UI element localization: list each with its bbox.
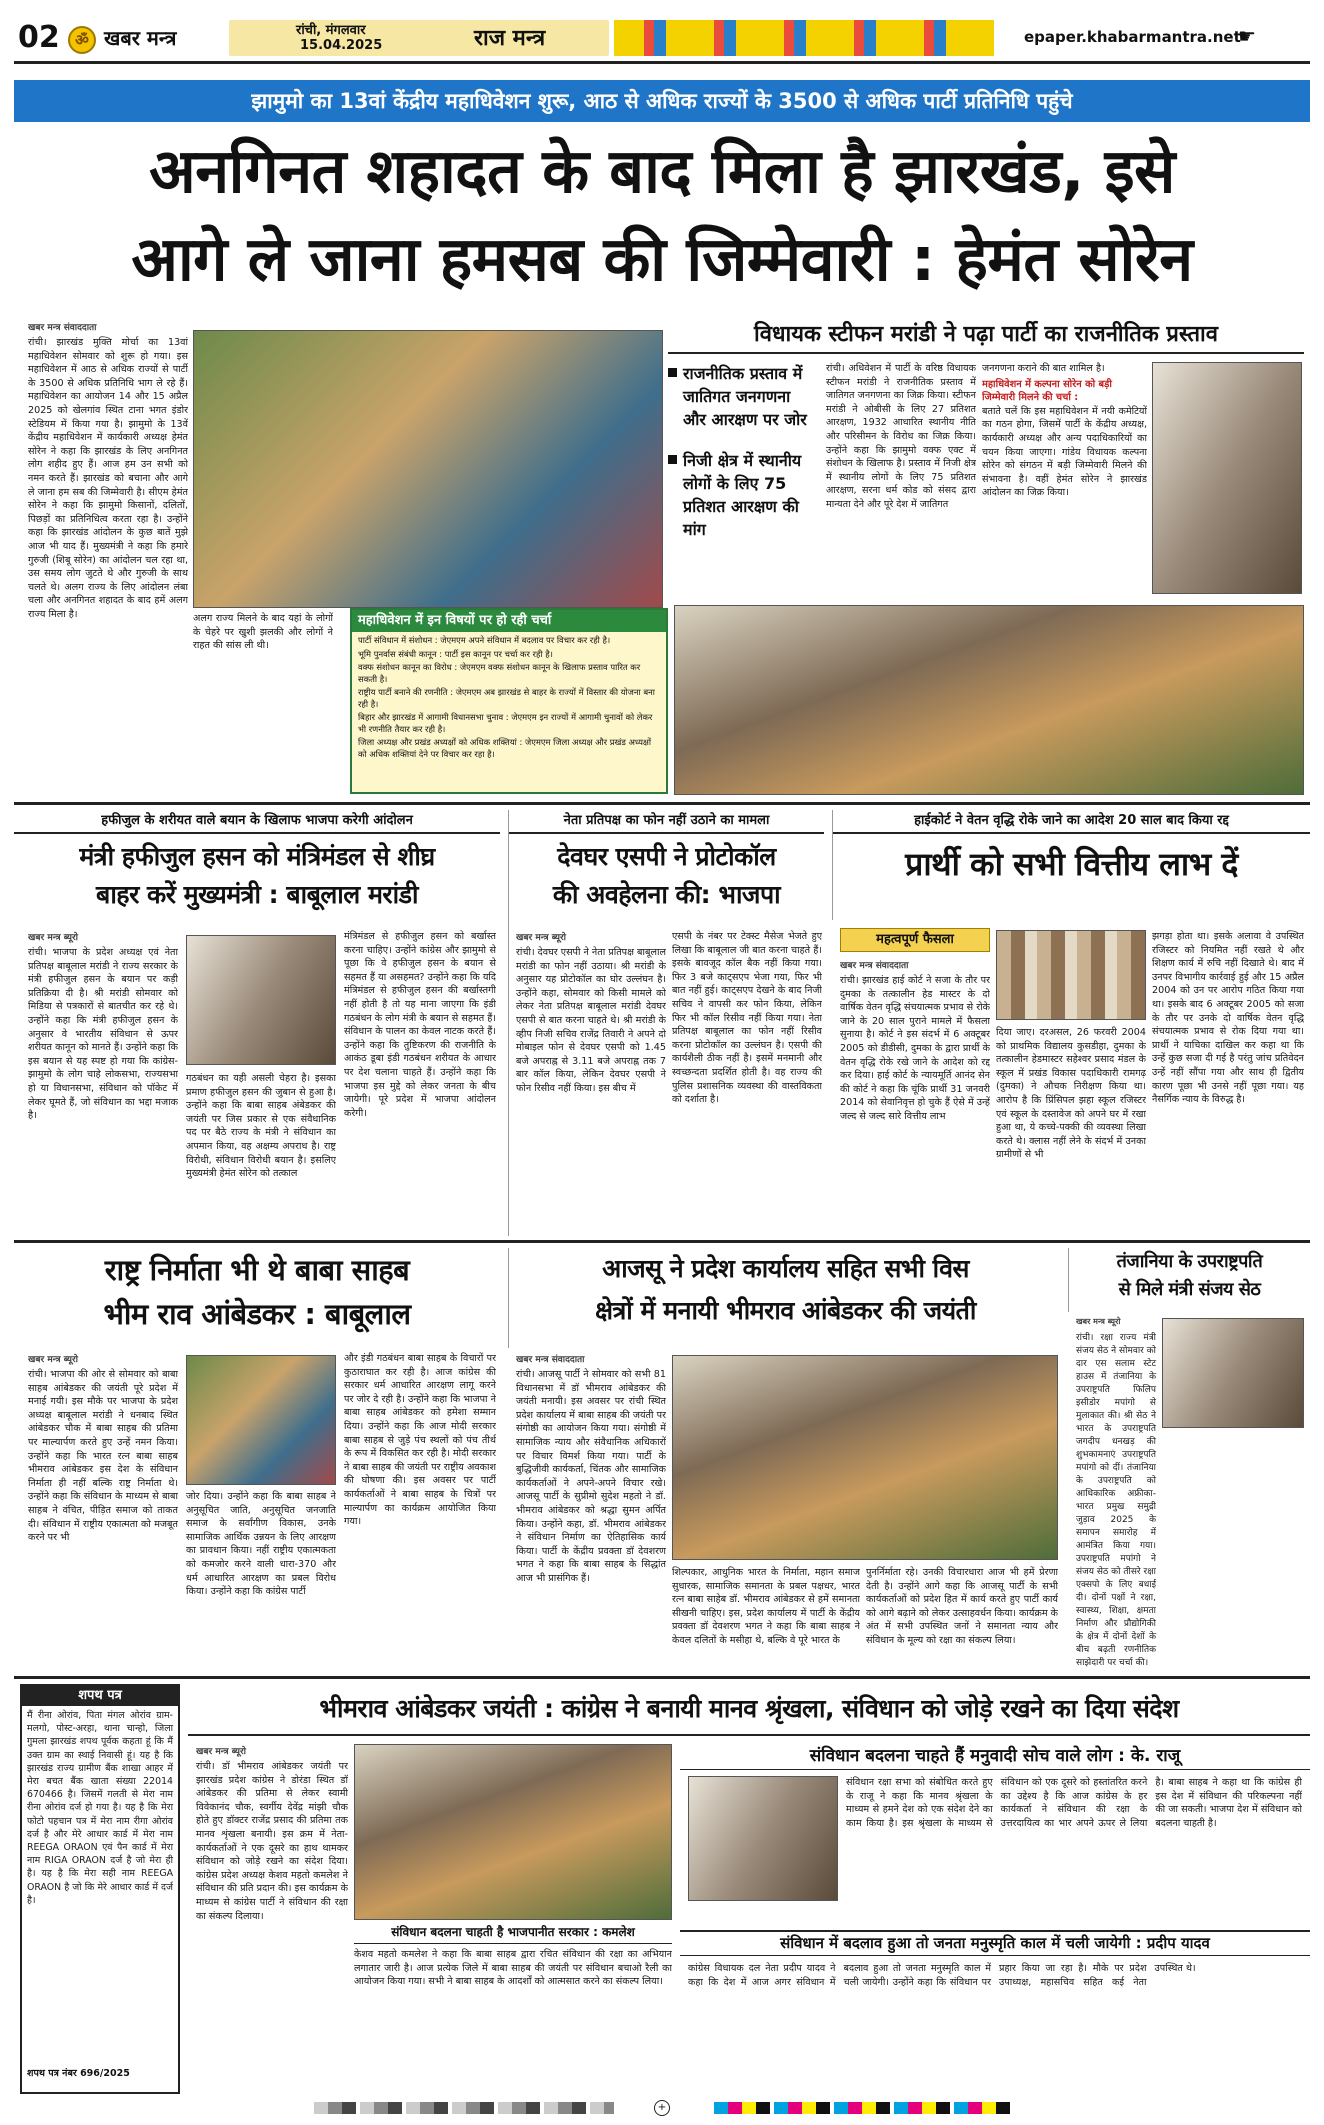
story-headline-line-1: आजसू ने प्रदेश कार्यालय सहित सभी विस	[602, 1254, 969, 1283]
topic-item: जिला अध्यक्ष और प्रखंड अध्यक्षों को अधिक शक्तियां : जेएमएम जिला अध्यक्ष और प्रखंड अध्यक्षों को अधिक शक्तियां देने पर विचार कर रहा है।	[358, 737, 652, 759]
highcourt-photo	[996, 930, 1146, 1020]
hafizul-col-3: मंत्रिमंडल से हफीजुल हसन को बर्खास्त करना चाहिए। उन्होंने कांग्रेस और झामुमो से पूछा कि वे हफीजुल हसन के बयान से सहमत हैं या असहमत? उन्होंने कहा कि यदि मंत्रिमंडल से हफीजुल हसन की बर्खास्तगी नहीं होती है तो यह माना जाएगा कि इंडी गठबंधन के लोग मंत्री के बयान से सहमत हैं। संविधान के पालन का केवल नाटक करते हैं। उन्होंने कहा कि तुष्टिकरण की राजनीति के आकंठ डूबा इंडी गठबंधन शरीयत के आधार पर देश चलाना चाहते हैं। उन्होंने कहा कि भाजपा इस मुद्दे को लेकर जनता के बीच जायेगी। पूरे प्रदेश में भाजपा आंदोलन करेगी।	[344, 931, 496, 1119]
story-headline-line-1: तंजानिया के उपराष्ट्रपति	[1116, 1251, 1263, 1272]
story-headline-line-2: की अवहेलना की: भाजपा	[552, 880, 781, 909]
topic-item: बिहार और झारखंड में आगामी विधानसभा चुनाव : जेएमएम इन राज्यों में आगामी चुनावों को लेकर भी रणनीति तैयार कर रही है।	[358, 712, 653, 734]
story-sanjay-seth	[1068, 1248, 1310, 1312]
masthead	[14, 14, 1310, 64]
story-raju: संविधान बदलना चाहते हैं मनुवादी सोच वाले लोग : के. राजू	[680, 1744, 1310, 1770]
story-headline-line-2: से मिले मंत्री संजय सेठ	[1118, 1279, 1261, 1300]
hafizul-col-1: खबर मन्त्र ब्यूरो रांची। भाजपा के प्रदेश अध्यक्ष एवं नेता प्रतिपक्ष बाबूलाल मरांडी ने राज्य सरकार के मंत्री हफीजुल हसन के बयान पर कड़ी प्रतिक्रिया दी है। श्री मरांडी सोमवार को मिडिया से पत्रकारों से बातचीत कर रहे थे। उन्होंने कहा कि मंत्री हफीजुल हसन के अनुसार वे भारतीय संविधान से ऊपर शरीयत कानून को मानते हैं। उन्होंने कहा कि इस बयान से यह स्पष्ट हो गया कि कांग्रेस-झामुमो के लोग चाहे लोकसभा, राज्यसभा हो या विधानसभा, संविधान को पॉकेट में लेकर घूमते हैं, जो संविधान का भद्दा मजाक है।	[28, 933, 178, 1122]
masthead-stripe	[614, 20, 994, 56]
affidavit-body: मैं रीना ओरांव, पिता मंगल ओरांव ग्राम- मलगो, पोस्ट-अरहा, थाना चान्हो, जिला गुमला झारखंड शपथ पूर्वक कहता हूं कि मैं उक्त ग्राम का स्थाई निवासी हूं। यह है कि झारखंड राज्य ग्रामीण बैंक शाखा आहर में मेरा बचत बैंक खाता संख्या 22014 670466 है। जिसमें गलती से मेरा नाम रीना ओरांव दर्ज हो गया है। यह है कि मेरा फोटो पहचान पत्र में मेरा नाम रीगा ओरांव दर्ज है और मेरे आधार कार्ड में मेरा नाम REEGA ORAON एवं पैन कार्ड में मेरा नाम RIGA ORAON दर्ज है जो मेरा ही है। यह है कि मेरा सही नाम REEGA ORAON है जो कि मेरे आधार कार्ड में दर्ज है।	[27, 1710, 173, 1906]
resolution-heading: विधायक स्टीफन मरांडी ने पढ़ा पार्टी का राजनीतिक प्रस्ताव	[668, 318, 1304, 354]
ambedkar-bjp-col-3: और इंडी गठबंधन बाबा साहब के विचारों पर कुठाराघात कर रही है। आज कांग्रेस की सरकार धर्म आधारित आरक्षण लागू करने पर जोर दे रही है। उन्होंने कहा कि भाजपा ने बाबा साहब आंबेडकर को हमेशा सम्मान दिया। उन्होंने कहा कि आज मोदी सरकार बाबा साहब से जुड़े पंच स्थलों को पंच तीर्थ के रूप में विकसित कर रही है। मोदी सरकार ने बाबा साहब की जयंती पर राष्ट्रीय अवकाश की घोषणा की। इस अवसर पर पार्टी कार्यकर्ताओं ने बाबा साहब के चित्रों पर माल्यार्पण का कार्यक्रम आयोजित किया गया।	[344, 1353, 496, 1528]
hafizul-col-2: गठबंधन का यही असली चेहरा है। इसका प्रमाण हफीजुल हसन की जुबान से हुआ है। उन्होंने कहा कि बाबा साहब अंबेडकर की जयंती पर जिस प्रकार से एक संवैधानिक पद पर बैठे राज्य के मंत्री ने संविधान का अपमान किया, वह अक्षम्य अपराध है। राष्ट्र विरोधी, संविधान विरोधी बयान है। इसलिए मुख्यमंत्री हेमंत सोरेन को तत्काल	[186, 1073, 336, 1180]
ambedkar-bjp-photo	[186, 1355, 336, 1485]
congress-banner: भीमराव आंबेडकर जयंती : कांग्रेस ने बनायी मानव श्रृंखला, संविधान को जोड़े रखने का दिया संदेश	[188, 1684, 1310, 1736]
human-chain-photo	[354, 1744, 672, 1920]
resolution-body-2: जनगणना कराने की बात शामिल है। महाधिवेशन में कल्पना सोरेन को बड़ी जिम्मेवारी मिलने की चर्चा : बताते चलें कि इस महाधिवेशन में नयी कमेटियों का गठन होगा, जिसमें पार्टी के केंद्रीय अध्यक्ष, कार्यकारी अध्यक्ष और अन्य पदाधिकारियों का चयन किया जाएगा। गांडेय विधायक कल्पना सोरेन को संगठन में बड़ी जिम्मेवारी मिलने की संभावना है। वहीं हेमंत सोरेन ने झारखंड आंदोलन का जिक्र किया।	[982, 363, 1147, 499]
resolution-body: रांची। अधिवेशन में पार्टी के वरिष्ठ विधायक स्टीफन मरांडी ने राजनीतिक प्रस्ताव में जातिगत जनगणना का जिक्र किया। स्टीफन मरांडी ने ओबीसी के लिए 27 प्रतिशत आरक्षण, 1932 आधारित स्थानीय नीति और परिसीमन के विरोध का जिक्र किया। उन्होंने कहा कि झामुमो वक्फ एक्ट में संशोधन के खिलाफ है। प्रस्ताव में निजी क्षेत्र में स्थानीय लोगों के लिए 75 प्रतिशत आरक्षण, सरना धर्म कोड को संसद द्वारा मान्यता देने और पूरे देश में जातिगत	[826, 363, 976, 510]
affidavit-box	[20, 1684, 180, 2094]
story-headline-line-2: बाहर करें मुख्यमंत्री : बाबूलाल मरांडी	[96, 880, 418, 909]
highcourt-col-2: दिया जाए। दरअसल, 26 फरवरी 2004 को प्राथमिक विद्यालय कुसडीहा, दुमका के तत्कालीन हेडमास्टर सहेश्वर प्रसाद मंडल के स्कूल में प्रखंड विकास पदाधिकारी रामगढ़ (दुमका) ने औचक निरीक्षण किया था। आरोप है कि प्रिंसिपल झहा स्कूल रजिस्टर एवं स्कूल के दस्तावेज को अपने घर में रखा हुआ था, ये कच्चे-पक्की की व्यवस्था लिखा करते थे। क्लास नहीं लेने के संदर्भ में उनका ग्रामीणों से भी	[996, 1027, 1146, 1161]
raju-col: संविधान रक्षा सभा को संबोधित करते हुए के राजू ने कहा कि मानव श्रृंखला के माध्यम से हमने देश को एक संदेश देने का काम किया है। इस श्रृंखला के माध्यम से संविधान को एक दूसरे को हस्तांतरित करने का उद्देश्य है कि आज कांग्रेस के हर कार्यकर्ता ने संविधान की रक्षा के उत्तरदायित्व का भार अपने ऊपर ले लिया है। बाबा साहब ने कहा था कि कांग्रेस ही इस देश में संविधान की परिकल्पना नहीं की जा सकती। भाजपा देश में संविधान को बदलना चाहती है।	[846, 1777, 1302, 1829]
lead-body-2: अलग राज्य मिलने के बाद यहां के लोगों के चेहरे पर खुशी झलकी और लोगों ने राहत की सांस ली थी।	[193, 613, 333, 652]
topics-title: महाधिवेशन में इन विषयों पर हो रही चर्चा	[352, 610, 666, 632]
deoghar-col-2: एसपी के नंबर पर टेक्स्ट मैसेज भेजते हुए लिखा कि बाबूलाल जी बात करना चाहते हैं। इसके बावजूद कॉल बैक नहीं किया गया। फिर 3 बजे काट्सएप भेजा गया, फिर भी बात नहीं हुई। काट्सएप देखने के बाद निजी सचिव ने वापसी कर फोन किया, लेकिन फिर भी कॉल रिसीव नहीं किया गया। नेता प्रतिपक्ष बाबूलाल का फोन नहीं रिसीव करना प्रोटोकॉल का उल्लंघन है। एसपी की कार्यशैली ठीक नहीं है। इसमें मनमानी और स्वच्छन्दता प्रदर्शित होती है। वह राज्य की पुलिस प्रशासनिक व्यवस्था की वास्तविकता को दर्शाता है।	[672, 931, 822, 1106]
lead-column-1	[28, 320, 188, 790]
story-kicker: हफीजुल के शरीयत वाले बयान के खिलाफ भाजपा करेगी आंदोलन	[14, 810, 500, 834]
affidavit-title: शपथ पत्र	[22, 1686, 178, 1706]
ajsu-photo	[672, 1355, 1058, 1560]
story-kicker: नेता प्रतिपक्ष का फोन नहीं उठाने का मामला	[509, 810, 824, 834]
highcourt-col-1: खबर मन्त्र संवाददाता रांची। झारखंड हाई कोर्ट ने सजा के तौर पर दुमका के तत्कालीन हेड मास्टर के दो वार्षिक वेतन वृद्धि संचयात्मक प्रभाव से रोके जाने के 20 साल पुराने मामले में फैसला सुनाया है। कोर्ट ने इस संदर्भ में 6 अक्टूबर 2005 को डीडीसी, दुमका के द्वारा प्रार्थी के वेतन वृद्धि रोके रखे जाने के आदेश को रद्द कर दिया। हाई कोर्ट के न्यायमूर्ति आनंद सेन की कोर्ट ने कहा कि चूंकि प्रार्थी 31 जनवरी 2014 को सेवानिवृत्त हो चुके हैं ऐसे में उन्हें जल्द से जल्द सारे वित्तीय लाभ	[840, 961, 990, 1122]
topic-item: भूमि पुनर्वास संबंधी कानून : पार्टी इस कानून पर चर्चा कर रही है।	[358, 648, 553, 659]
topics-box	[350, 608, 668, 794]
story-pradeep: संविधान में बदलाव हुआ तो जनता मनुस्मृति काल में चली जायेगी : प्रदीप यादव	[680, 1930, 1310, 1956]
congress-col-1: खबर मन्त्र ब्यूरो रांची। डॉ भीमराव आंबेडकर जयंती पर झारखंड प्रदेश कांग्रेस ने डोरंडा स्थित डॉ आंबेडकर की प्रतिमा से लेकर स्वामी विवेकानंद चौक, स्वर्गीय देवेंद्र मांझी चौक होते हुए डॉक्टर राजेंद्र प्रसाद की प्रतिमा तक मानव शृंखला बनायी। इस क्रम में नेता-कार्यकर्ताओं ने एक दूसरे का हाथ थामकर संविधान को जोड़े रखने का संदेश दिया। कांग्रेस प्रदेश अध्यक्ष केशव महतो कमलेश ने संविधान की प्रति प्रदान की। इस कार्यक्रम के माध्यम से कांग्रेस पार्टी ने संविधान की रक्षा का संकल्प दिलाया।	[196, 1747, 348, 1922]
pointer-icon: ☛	[1238, 24, 1256, 48]
masthead-bar	[229, 20, 609, 56]
important-decision-tag: महत्वपूर्ण फैसला	[840, 928, 990, 952]
square-bullet-icon	[668, 455, 677, 464]
story-kicker: हाईकोर्ट ने वेतन वृद्धि रोके जाने का आदेश 20 साल बाद किया रद्द	[833, 810, 1310, 834]
ajsu-col-2: शिल्पकार, आधुनिक भारत के निर्माता, महान समाज सुधारक, सामाजिक समानता के प्रबल पक्षधर, भारत रत्न बाबा साहेब डॉ. भीमराव आंबेडकर से हमें समानता सीखनी चाहिए। इस, प्रदेश कार्यालय में पार्टी के केंद्रीय प्रवक्ता डॉ देवशरण भगत ने कहा कि बाबा साहब ने केवल दलितों के मसीहा थे, बल्कि वे पूरे भारत के	[672, 1567, 860, 1646]
brand-name: खबर मन्त्र	[104, 26, 177, 50]
deoghar-col-1: खबर मन्त्र ब्यूरो रांची। देवघर एसपी ने नेता प्रतिपक्ष बाबूलाल मरांडी का फोन नहीं उठाया। श्री मरांडी के अनुसार यह प्रोटोकॉल का घोर उल्लंघन है। उन्होंने कहा, सोमवार को किसी मामले को लेकर नेता प्रतिपक्ष बाबूलाल मरांडी देवघर एसपी से बात करना चाहते थे। श्री मरांडी के व्हीप निजी सचिव राजेंद्र तिवारी ने अपने दो मोबाइल फोन से देवघर एसपी को 1.45 बजे अपराह्न से 3.11 बजे अपराह्न तक 7 बार कॉल किया, लेकिन देवघर एसपी ने फोन रिसीव नहीं किया। इस बीच में	[516, 933, 666, 1094]
lead-column-2	[193, 612, 333, 790]
congress-caption: संविधान बदलना चाहती है भाजपानीत सरकार : कमलेश	[354, 1922, 672, 1944]
lead-headline-line-1: अनगिनत शहादत के बाद मिला है झारखंड, इसे	[149, 136, 1175, 207]
resolution-bullet-2: निजी क्षेत्र में स्थानीय लोगों के लिए 75 प्रतिशत आरक्षण की मांग	[668, 449, 818, 541]
lead-headline	[14, 128, 1310, 313]
ambedkar-bjp-col-2: जोर दिया। उन्होंने कहा कि बाबा साहब ने अनुसूचित जाति, अनुसूचित जनजाति समाज के सर्वांगीण विकास, उनके सामाजिक आर्थिक उन्नयन के लिए आरक्षण का प्रावधान किया। नहीं राष्ट्रीय एकात्मकता को कमजोर करने वाली धारा-370 और धर्म आधारित आरक्षण का प्रबल विरोध किया। उन्होंने कहा कि कांग्रेस पार्टी	[186, 1491, 336, 1598]
topic-item: राष्ट्रीय पार्टी बनाने की रणनीति : जेएमएम अब झारखंड से बाहर के राज्यों में विस्तार की योजना बना रही है।	[358, 687, 655, 709]
lead-headline-line-2: आगे ले जाना हमसब की जिम्मेवारी : हेमंत सोरेन	[131, 224, 1193, 295]
lead-kicker: झामुमो का 13वां केंद्रीय महाधिवेशन शुरू, आठ से अधिक राज्यों के 3500 से अधिक पार्टी प्रतिनिधि पहुंचे	[14, 80, 1310, 122]
color-strip	[714, 2102, 1014, 2114]
story-headline-line-1: देवघर एसपी ने प्रोटोकॉल	[557, 842, 776, 871]
ajsu-col-3: पुनर्निर्माता रहे। उनकी विचारधारा आज भी हमें प्रेरणा देती है। उन्होंने आगे कहा कि आजसू पार्टी के सभी कार्यकर्ताओं को प्रदेश हित में कार्य करते हुए पार्टी कार्य को आगे बढ़ाने को लेकर उत्साहवर्धन किया। कार्यक्रम के अंत में सभी उपस्थित जनों ने समानता न्याय और संविधान के मूल्य को रक्षा का संकल्प लिया।	[866, 1567, 1058, 1646]
brand-logo-icon: ॐ	[68, 26, 96, 54]
story-ajsu	[508, 1248, 1062, 1348]
registration-mark-icon: +	[654, 2100, 670, 2116]
story-headline-line-2: भीम राव आंबेडकर : बाबूलाल	[103, 1297, 411, 1331]
story-highcourt	[832, 810, 1310, 920]
babulal-photo	[186, 935, 336, 1065]
story-headline-line-1: राष्ट्र निर्माता भी थे बाबा साहब	[104, 1253, 410, 1287]
topic-item: वक्फ संशोधन कानून का विरोध : जेएमएम वक्फ संशोधन कानून के खिलाफ प्रस्ताव पारित कर सकती है।	[358, 662, 641, 684]
site-url[interactable]: epaper.khabarmantra.net	[1024, 28, 1241, 46]
divider	[14, 802, 1310, 805]
issue-date: 15.04.2025	[300, 38, 383, 53]
story-headline-line-2: क्षेत्रों में मनायी भीमराव आंबेडकर की जयंती	[595, 1296, 976, 1325]
resolution-bullet-1: राजनीतिक प्रस्ताव में जातिगत जनगणना और आरक्षण पर जोर	[668, 362, 818, 431]
pradeep-col: कांग्रेस विधायक दल नेता प्रदीप यादव ने कहा कि देश में आज अगर संविधान में बदलाव हुआ तो जनता मनुस्मृति काल में चली जायेगी। उन्होंने कहा कि संविधान पर प्रहार किया जा रहा है। मौके पर प्रदेश उपाध्यक्ष, महासचिव सहित कई नेता उपस्थित थे।	[688, 1963, 1196, 1988]
sanjay-seth-body: रांची। रक्षा राज्य मंत्री संजय सेठ ने सोमवार को दार एस सलाम स्टेट हाउस में तंजानिया के उपराष्ट्रपति फिलिप इसीडोर मपांगो से मुलाकात की। श्री सेठ ने भारत के उपराष्ट्रपति जगदीप धनखड़ की शुभकामनाएं उपराष्ट्रपति मपांगो को दीं। तंजानिया के उपराष्ट्रपति को आधिकारिक अफ्रीका-भारत प्रमुख समुद्री जुड़ाव 2025 के समापन समारोह में आमंत्रित किया गया। उपराष्ट्रपति मपांगो ने संजय सेठ को तीसरे रक्षा एक्सपो के लिए बधाई दी। दोनों पक्षों ने रक्षा, स्वास्थ्य, शिक्षा, क्षमता निर्माण और प्रौद्योगिकी के क्षेत्र में दोनों देशों के बीच बढ़ती रणनीतिक साझेदारी पर चर्चा की।	[1076, 1333, 1156, 1668]
footer-bar	[14, 2100, 1310, 2116]
section-name: राज मन्त्र	[474, 26, 546, 51]
topics-list	[352, 632, 666, 763]
lead-photo	[193, 330, 663, 608]
sanjay-seth-col: खबर मन्त्र ब्यूरो	[1076, 1317, 1121, 1326]
page-number: 02	[18, 20, 60, 55]
story-ambedkar-bjp	[14, 1248, 500, 1348]
story-headline: प्रार्थी को सभी वित्तीय लाभ दें	[905, 845, 1238, 883]
resolution-bullets	[668, 362, 818, 602]
raju-photo	[688, 1776, 838, 1901]
congress-col-2: केशव महतो कमलेश ने कहा कि बाबा साहब द्वारा रचित संविधान की रक्षा का अभियान लगातार जारी है। आज प्रत्येक जिले में बाबा साहब की जयंती पर संविधान बचाओ रैली का आयोजन किया गया। सभी ने बाबा साहब के आदर्शों को आत्मसात करने का संकल्प लिया।	[354, 1949, 672, 1988]
divider	[14, 1240, 1310, 1243]
assembly-photo	[674, 605, 1304, 795]
city-day: रांची, मंगलवार	[296, 23, 366, 38]
lead-byline: खबर मन्त्र संवाददाता	[28, 323, 97, 333]
highcourt-col-3: झगड़ा होता था। इसके अलावा वे उपस्थित रजिस्टर को नियमित नहीं रखते थे और शिक्षण कार्य में रुचि नहीं दिखाते थे। बाद में उनपर विभागीय कार्रवाई हुई और 15 अप्रैल 2004 को उन पर आरोप गठित किया गया था। इसके बाद 6 अक्टूबर 2005 को सजा के तौर पर उनके दो वार्षिक वेतन वृद्धि संचयात्मक प्रभाव से रोक दिया गया था। प्रार्थी ने याचिका दाखिल कर कहा था कि उन्हें कुछ सजा दी गई है परंतु जांच प्रतिवेदन उन्हें नहीं सौंपा गया और साथ ही द्वितीय कारण पूछा भी उनसे नहीं पूछा गया। यह नैसर्गिक न्याय के विरुद्ध है।	[1152, 931, 1304, 1106]
ambedkar-bjp-col-1: खबर मन्त्र ब्यूरो रांची। भाजपा की ओर से सोमवार को बाबा साहब आंबेडकर की जयंती पूरे प्रदेश में मनाई गयी। इस मौके पर भाजपा के प्रदेश अध्यक्ष बाबूलाल मरांडी ने धनबाद स्थित आंबेडकर चौक में बाबा साहब की प्रतिमा पर माल्यार्पण करते हुए उन्हें नमन किया। उन्होंने कहा कि भारत रत्न बाबा साहब भीमराव आंबेडकर इस देश के संविधान निर्माता ही नहीं बल्कि राष्ट्र निर्माता थे। उन्होंने कहा कि संविधान के माध्यम से बाबा साहब ने वंचित, पीड़ित समाज को ताकत दी। संविधान में राष्ट्रीय एकात्मता को मजबूत करने पर भी	[28, 1355, 178, 1544]
affidavit-footer: शपथ पत्र नंबर 696/2025	[27, 2068, 130, 2079]
kalpana-subhead: महाधिवेशन में कल्पना सोरेन को बड़ी जिम्मेवारी मिलने की चर्चा :	[982, 378, 1112, 404]
square-bullet-icon	[668, 368, 677, 377]
topic-item: पार्टी संविधान में संशोधन : जेएमएम अपने संविधान में बदलाव पर विचार कर रही है।	[358, 635, 611, 645]
lead-body-1: रांची। झारखंड मुक्ति मोर्चा का 13वां महाधिवेशन सोमवार को शुरू हो गया। इस महाधिवेशन में आठ से अधिक राज्यों से पार्टी के 3500 से अधिक प्रतिनिधि भाग ले रहे हैं। महाधिवेशन का आयोजन 14 और 15 अप्रैल 2025 को खेलगांव स्थित टाना भगत इंडोर स्टेडियम में किया गया है। झामुमो के 13वें केंद्रीय महाधिवेशन में कार्यकारी अध्यक्ष हेमंत सोरेन ने कहा कि झारखंड के लिए अनगिनत लोग शहीद हुए हैं। आज हम उन सभी को नमन करते हैं। झारखंड को बचाना और आगे ले जाना हम सब की जिम्मेवारी है। सीएम हेमंत सोरेन ने कहा कि झामुमो किसानों, दलितों, पिछड़ों का प्रतिनिधित्व करता रहा है। उन्होंने कहा कि झारखंड आंदोलन के कुछ बातें मुझे आज भी याद हैं। मुख्यमंत्री ने कहा कि हमारे गुरुजी (शिबू सोरेन) का आंदोलन चल रहा था, उस समय लोग जुटते थे और गुरुजी के साथ चलते थे। अलग राज्य के लिए आंदोलन लंबा चला और अनगिनत शहादत के बाद हमें अलग राज्य मिला है।	[28, 337, 188, 620]
divider	[14, 1676, 1310, 1679]
color-strip	[314, 2102, 614, 2114]
story-headline-line-1: मंत्री हफीजुल हसन को मंत्रिमंडल से शीघ्र	[79, 842, 435, 871]
kalpana-photo	[1152, 362, 1302, 594]
ajsu-col-1: खबर मन्त्र संवाददाता रांची। आजसू पार्टी ने सोमवार को सभी 81 विधानसभा में डॉ भीमराव आंबेडकर की जयंती मनायी। इस अवसर पर रांची स्थित प्रदेश कार्यालय में बाबा साहब की जयंती पर संगोष्ठी का आयोजन किया गया। संगोष्ठी में सामाजिक न्याय और संवैधानिक अधिकारों पर विचार विमर्श किया गया। पार्टी के बुद्धिजीवी कार्यकर्ता, चिंतक और सामाजिक कार्यकर्ताओं ने अपने-अपने विचार रखे। आजसू पार्टी के सुप्रीमो सुदेश महतो ने डॉ. भीमराव आंबेडकर को श्रद्धा सुमन अर्पित किया। उन्होंने कहा, डॉ. भीमराव आंबेडकर ने संविधान निर्माण का ऐतिहासिक कार्य किया। पार्टी के केंद्रीय प्रवक्ता डॉ देवशरण भगत ने कहा कि बाबा साहब के सिद्धांत आज भी प्रासंगिक हैं।	[516, 1355, 666, 1584]
